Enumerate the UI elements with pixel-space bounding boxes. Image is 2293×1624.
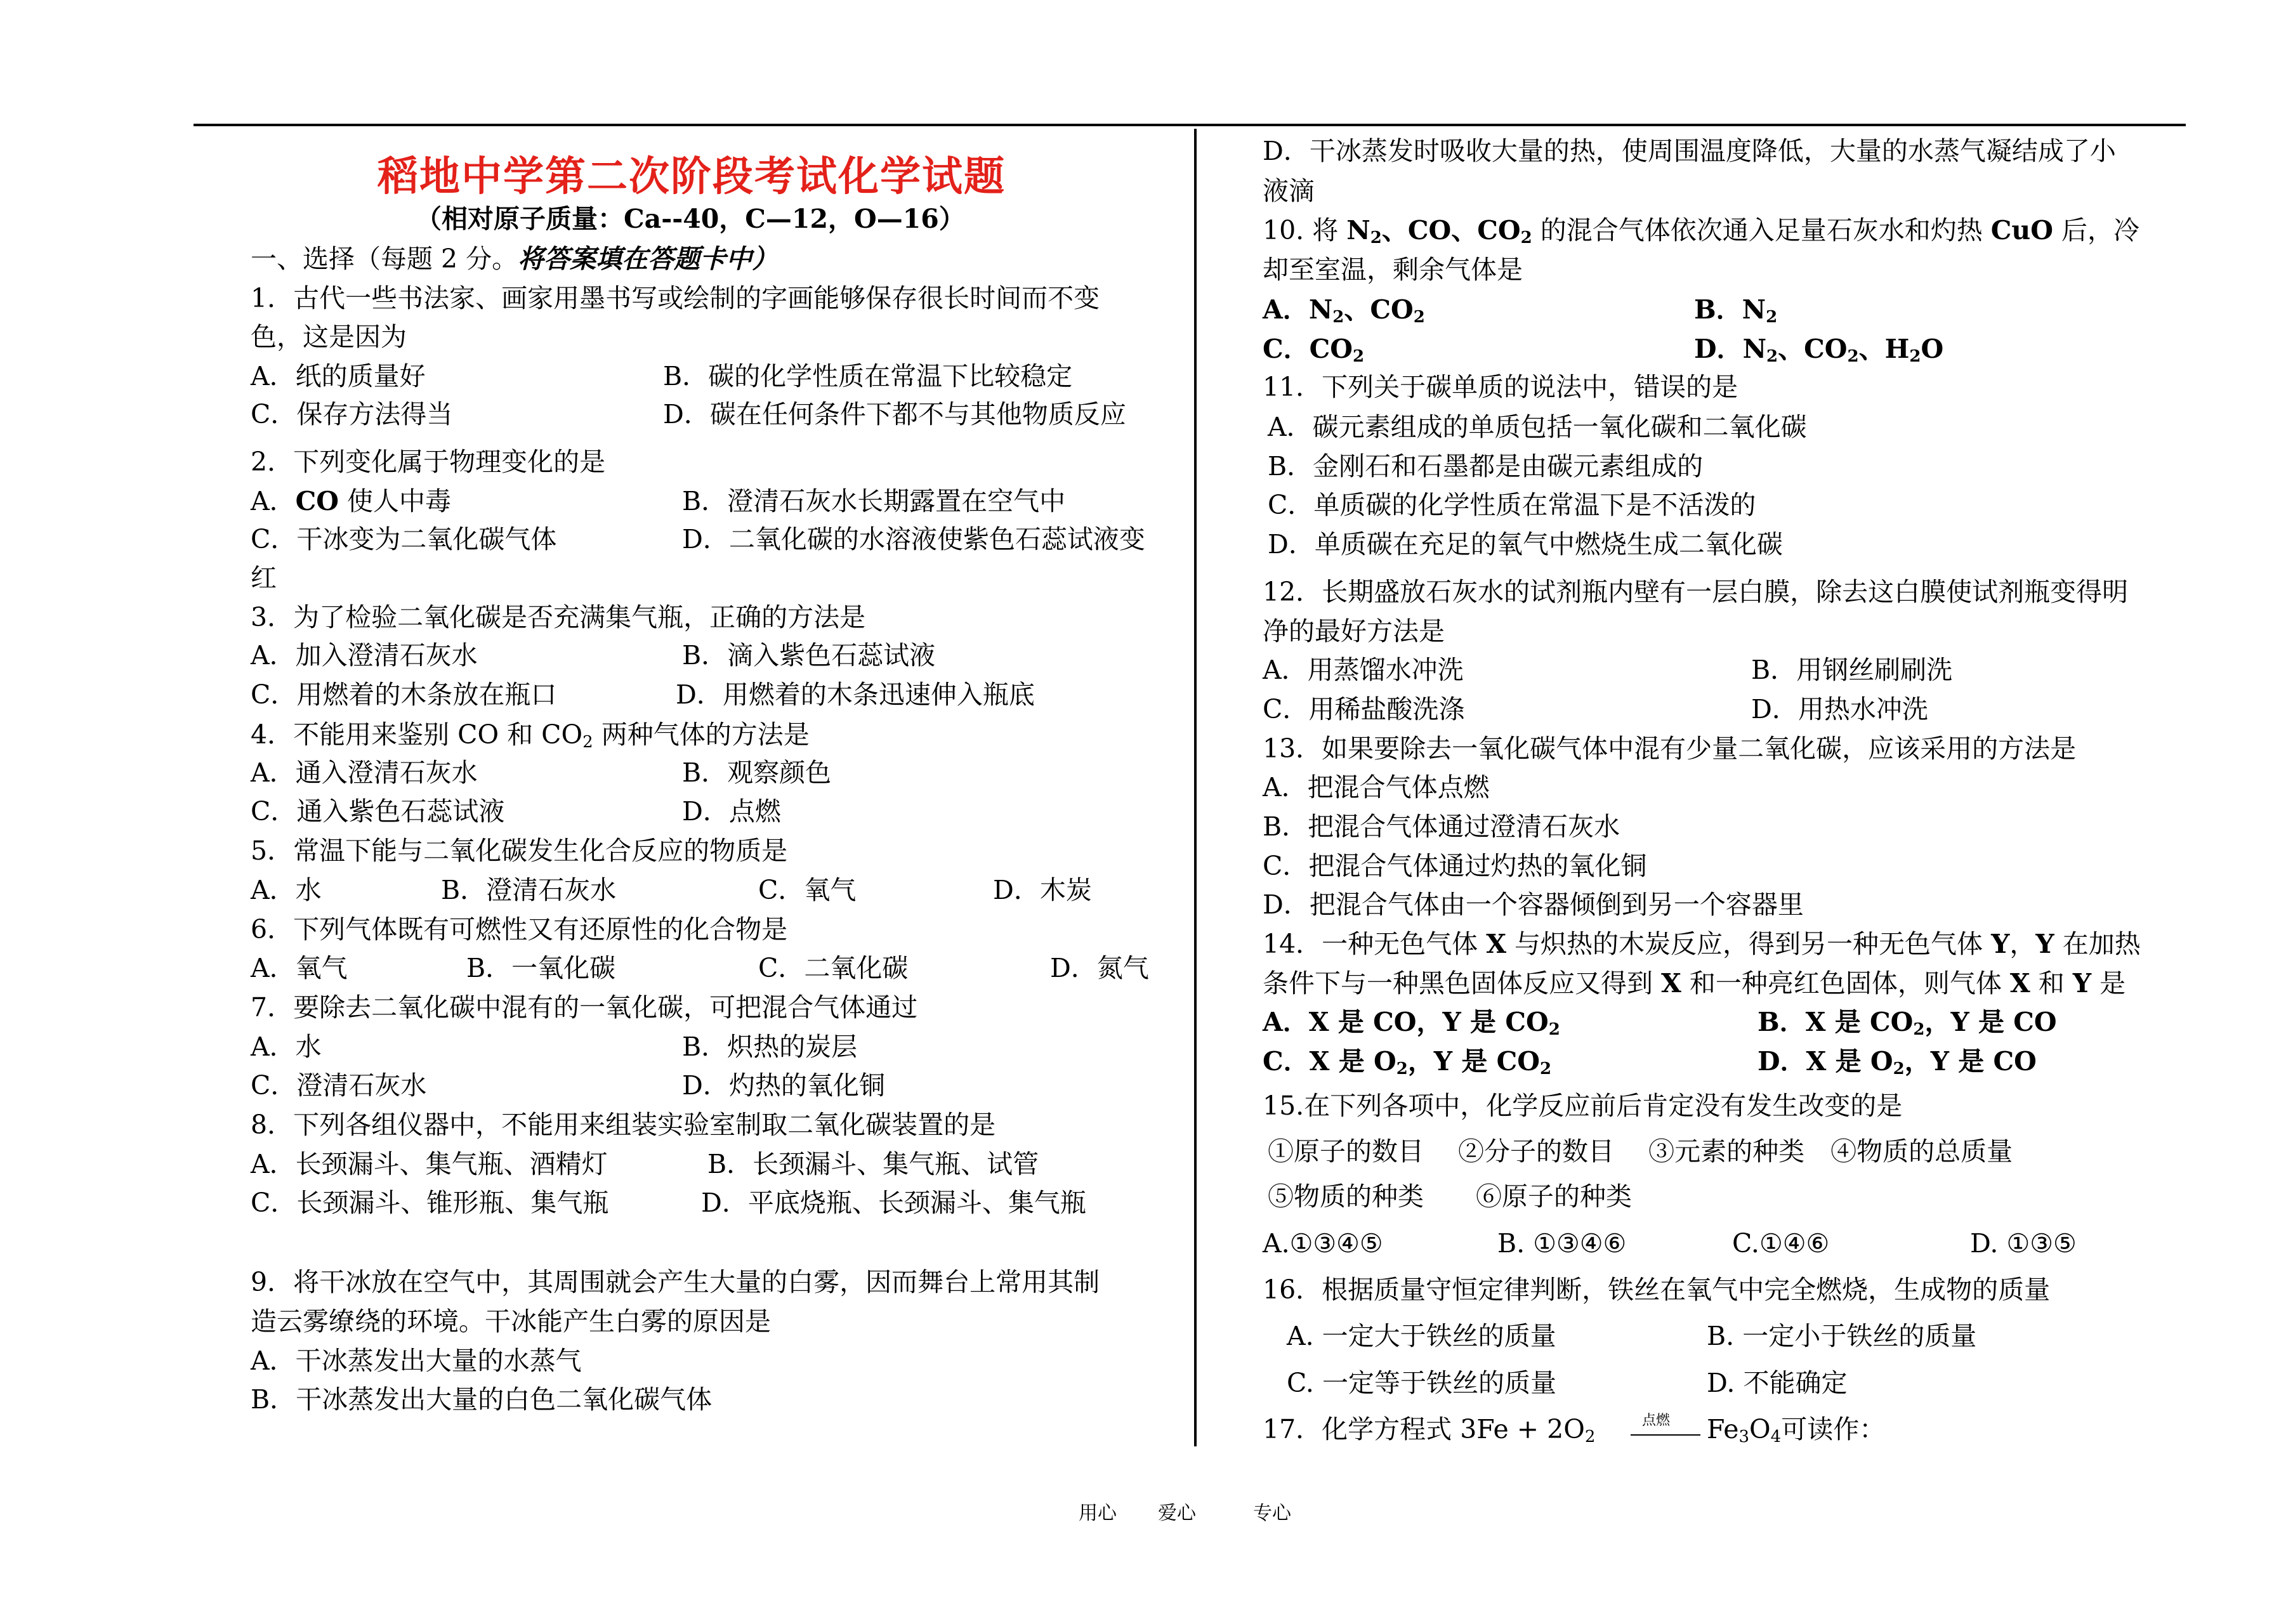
q10-stem: 10. 将 $N_2$、CO、$CO_2$ 的混合气体依次通入足量石灰水和灼热 CuO 后，冷	[1263, 215, 2139, 247]
q16-stem: 16．根据质量守恒定律判断，铁丝在氧气中完全燃烧，生成物的质量	[1263, 1274, 2051, 1305]
q4-stem: 4．不能用来鉴别 CO 和 $CO_2$ 两种气体的方法是	[251, 719, 810, 752]
exam-title: 稻地中学第二次阶段考试化学试题	[378, 153, 1006, 200]
q1-stem-cont: 色，这是因为	[251, 322, 407, 352]
q11-option-b: B．金刚石和石墨都是由碳元素组成的	[1268, 451, 1704, 481]
q6-stem: 6．下列气体既有可燃性又有还原性的化合物是	[251, 914, 788, 945]
q10-stem-cont: 却至室温，剩余气体是	[1263, 254, 1523, 285]
q3-stem: 3．为了检验二氧化碳是否充满集气瓶，正确的方法是	[251, 602, 866, 632]
section-heading: 一、选择（每题 2 分。将答案填在答题卡中）	[251, 244, 779, 274]
q12-stem: 12．长期盛放石灰水的试剂瓶内壁有一层白膜，除去这白膜使试剂瓶变得明	[1263, 577, 2129, 607]
q9-option-d: D．干冰蒸发时吸收大量的热，使周围温度降低，大量的水蒸气凝结成了小	[1263, 136, 2116, 166]
q15-stem: 15.在下列各项中，化学反应前后肯定没有发生改变的是	[1263, 1090, 1903, 1121]
atomic-masses: （相对原子质量：Ca--40，C—12，O—16）	[416, 204, 965, 234]
q5-stem: 5．常温下能与二氧化碳发生化合反应的物质是	[251, 835, 788, 866]
q15-items-row1: ①原子的数目 ②分子的数目 ③元素的种类 ④物质的总质量	[1268, 1136, 2013, 1167]
q9-option-d-cont: 液滴	[1263, 176, 1315, 206]
q11-option-a: A．碳元素组成的单质包括一氧化碳和二氧化碳	[1268, 412, 1807, 442]
footer-text-2: 爱心	[1158, 1502, 1196, 1524]
q7-stem: 7．要除去二氧化碳中混有的一氧化碳，可把混合气体通过	[251, 992, 918, 1023]
q8-stem: 8．下列各组仪器中，不能用来组装实验室制取二氧化碳装置的是	[251, 1110, 996, 1140]
q13-option-d: D．把混合气体由一个容器倾倒到另一个容器里	[1263, 889, 1804, 920]
q14-stem-cont: 条件下与一种黑色固体反应又得到 X 和一种亮红色固体，则气体 X 和 Y 是	[1263, 968, 2126, 999]
q9-stem-cont: 造云雾缭绕的环境。干冰能产生白雾的原因是	[251, 1306, 771, 1337]
q1-stem: 1．古代一些书法家、画家用墨书写或绘制的字画能够保存很长时间而不变	[251, 283, 1100, 313]
q11-option-c: C．单质碳的化学性质在常温下是不活泼的	[1268, 490, 1756, 520]
q13-stem: 13．如果要除去一氧化碳气体中混有少量二氧化碳，应该采用的方法是	[1263, 733, 2077, 764]
q2-stem: 2．下列变化属于物理变化的是	[251, 447, 606, 477]
q15-items-row2: ⑤物质的种类 ⑥原子的种类	[1268, 1181, 1632, 1212]
q13-option-c: C．把混合气体通过灼热的氧化铜	[1263, 851, 1647, 881]
q11-stem: 11．下列关于碳单质的说法中，错误的是	[1263, 372, 1738, 402]
q13-option-a: A．把混合气体点燃	[1263, 772, 1490, 802]
q12-stem-cont: 净的最好方法是	[1263, 616, 1445, 646]
reaction-condition: 点燃	[1631, 1418, 1700, 1437]
q13-option-b: B．把混合气体通过澄清石灰水	[1263, 811, 1620, 842]
q2-option-d-cont: 红	[251, 563, 277, 593]
q9-option-a: A．干冰蒸发出大量的水蒸气	[251, 1346, 582, 1376]
column-divider	[1194, 129, 1197, 1446]
q9-stem: 9．将干冰放在空气中，其周围就会产生大量的白雾，因而舞台上常用其制	[251, 1267, 1100, 1297]
footer-text-1: 用心	[1079, 1502, 1117, 1524]
q11-option-d: D．单质碳在充足的氧气中燃烧生成二氧化碳	[1268, 529, 1783, 560]
footer-text-3: 专心	[1253, 1502, 1291, 1524]
top-rule	[194, 124, 2186, 126]
q14-stem: 14．一种无色气体 X 与炽热的木炭反应，得到另一种无色气体 Y，Y 在加热	[1263, 929, 2141, 959]
q9-option-b: B．干冰蒸发出大量的白色二氧化碳气体	[251, 1384, 713, 1415]
